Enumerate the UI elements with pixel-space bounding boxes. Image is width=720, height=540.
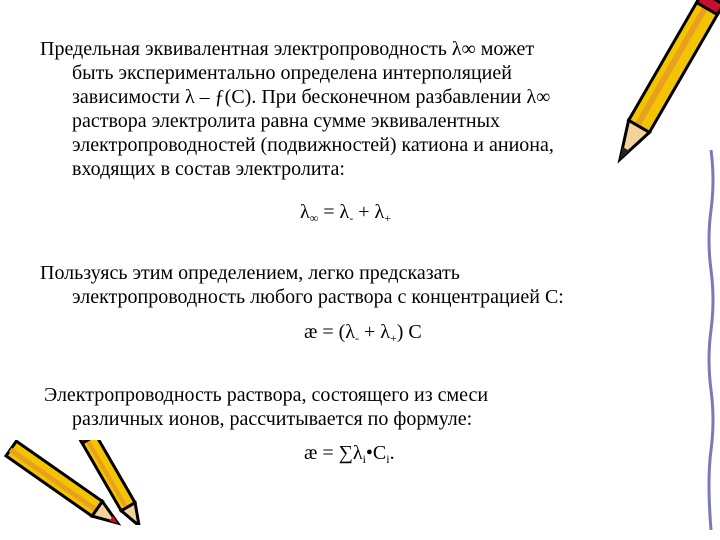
formula-subscript: ∞ [309, 211, 319, 225]
text-line: Электропроводность раствора, состоящего из смеси [44, 384, 489, 406]
formula-symbol: λ [300, 201, 310, 223]
formula-subscript: - [349, 211, 354, 225]
text-line: раствора электролита равна сумме эквивалентных [72, 110, 501, 132]
text-line: зависимости λ – ƒ(С). При бесконечном разбавлении λ∞ [72, 86, 551, 108]
text-line: различных ионов, рассчитывается по формуле: [72, 408, 473, 430]
formula-subscript: - [354, 331, 359, 345]
text-line: быть экспериментально определена интерполяцией [72, 62, 512, 84]
text-line: электропроводностей (подвижностей) катиона и аниона, [72, 134, 554, 156]
formula-symbol: + λ [358, 321, 390, 343]
formula-symbol: . [389, 442, 395, 464]
formula-symbol: æ = (λ [304, 321, 355, 343]
formula-mixture-sum [304, 441, 395, 465]
formula-symbol: + λ [353, 201, 385, 223]
formula-limiting-conductivity [300, 200, 391, 224]
formula-symbol: •C [365, 442, 387, 464]
formula-conductivity-concentration [304, 320, 422, 344]
formula-symbol: ) С [396, 321, 422, 343]
formula-subscript: + [389, 331, 397, 345]
formula-subscript: i [386, 452, 390, 466]
pencil-icon [70, 440, 160, 525]
formula-symbol: æ = ∑λ [304, 442, 363, 464]
text-line: входящих в состав электролита: [72, 158, 345, 180]
paragraph-prediction [40, 261, 690, 309]
paragraph-equivalent-conductivity [40, 37, 690, 181]
pencil-icon [600, 0, 720, 180]
formula-symbol: = λ [318, 201, 350, 223]
formula-subscript: + [384, 211, 392, 225]
text-line: электропроводность любого раствора с концентрацией С: [72, 286, 564, 308]
formula-subscript: i [362, 452, 366, 466]
text-line: Предельная эквивалентная электропроводность λ∞ может [40, 38, 535, 60]
paragraph-mixture [44, 383, 694, 431]
decorative-border-line [704, 150, 718, 530]
text-line: Пользуясь этим определением, легко предсказать [40, 262, 460, 284]
